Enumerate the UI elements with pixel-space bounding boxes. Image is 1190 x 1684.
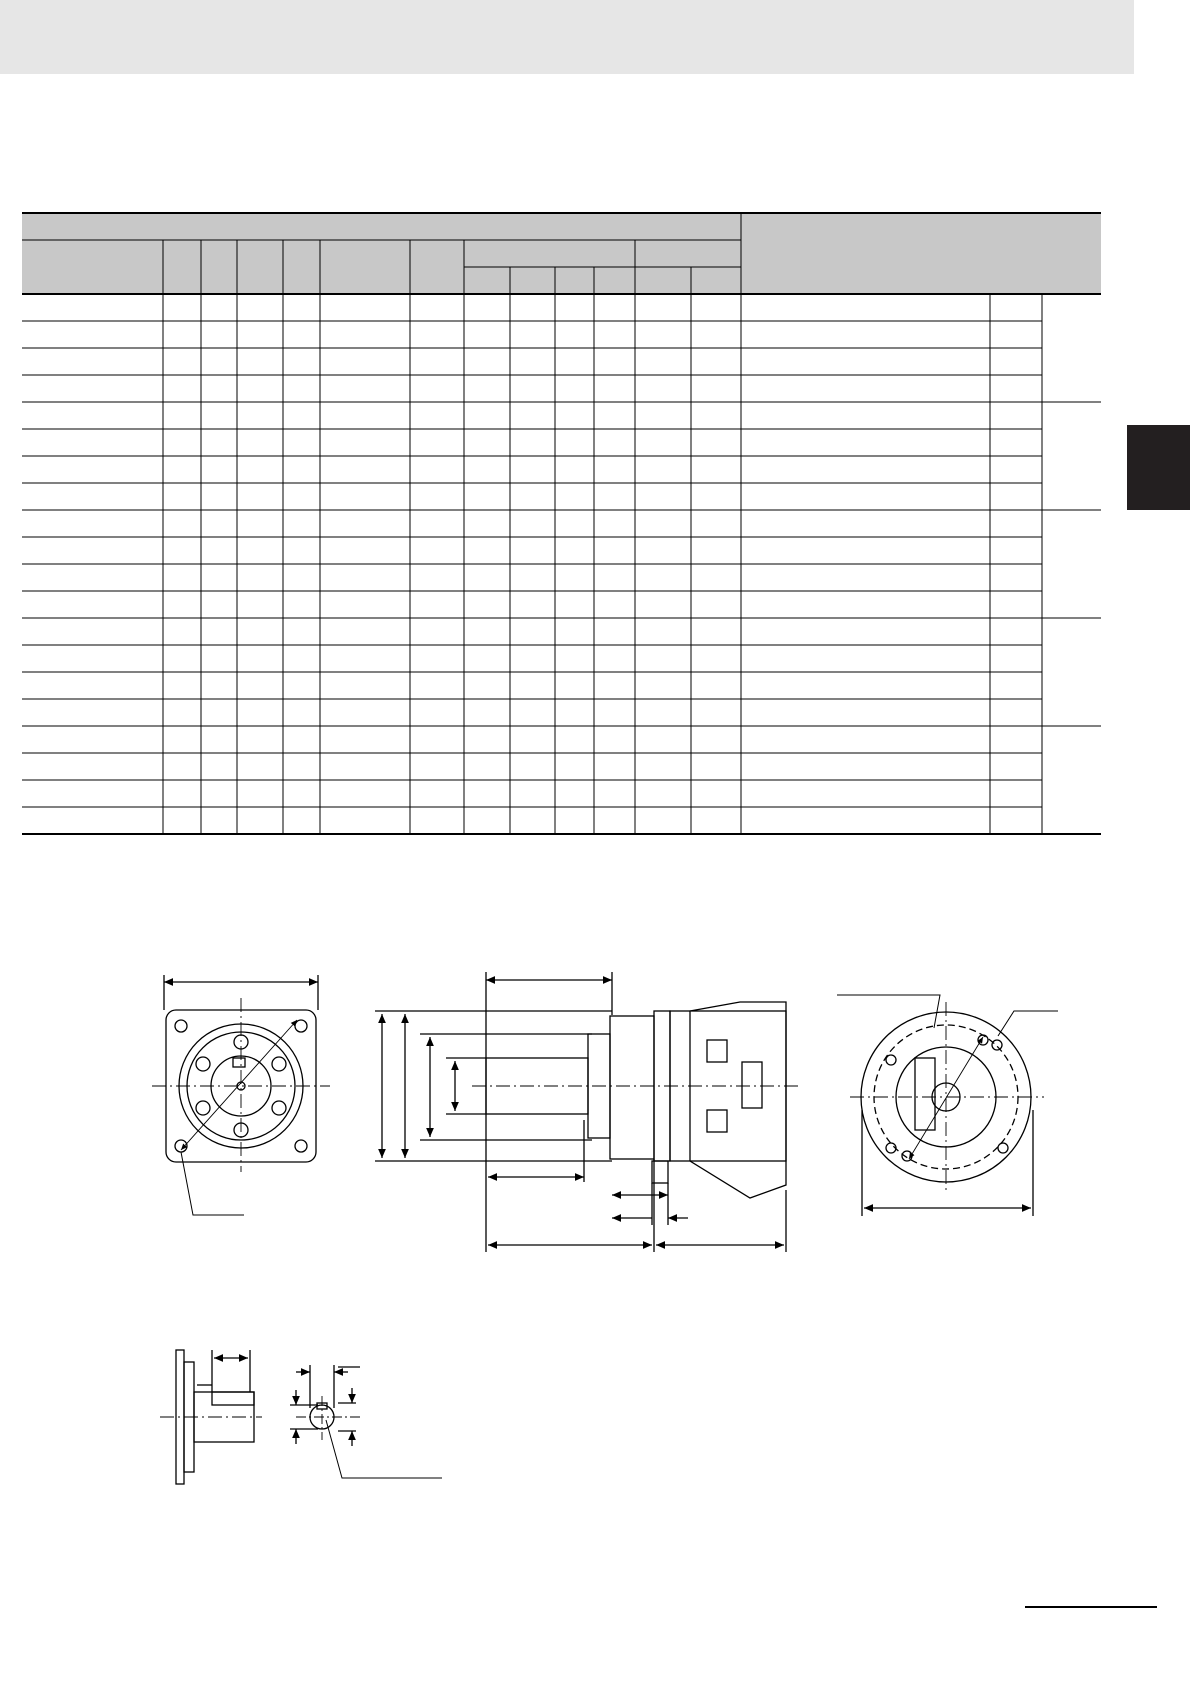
side-view-gear-motor-icon bbox=[375, 972, 802, 1252]
shaft-detail-keyway-icon bbox=[160, 1350, 442, 1484]
rear-view-round-flange-icon bbox=[837, 995, 1058, 1216]
front-view-square-flange-icon bbox=[152, 975, 330, 1215]
